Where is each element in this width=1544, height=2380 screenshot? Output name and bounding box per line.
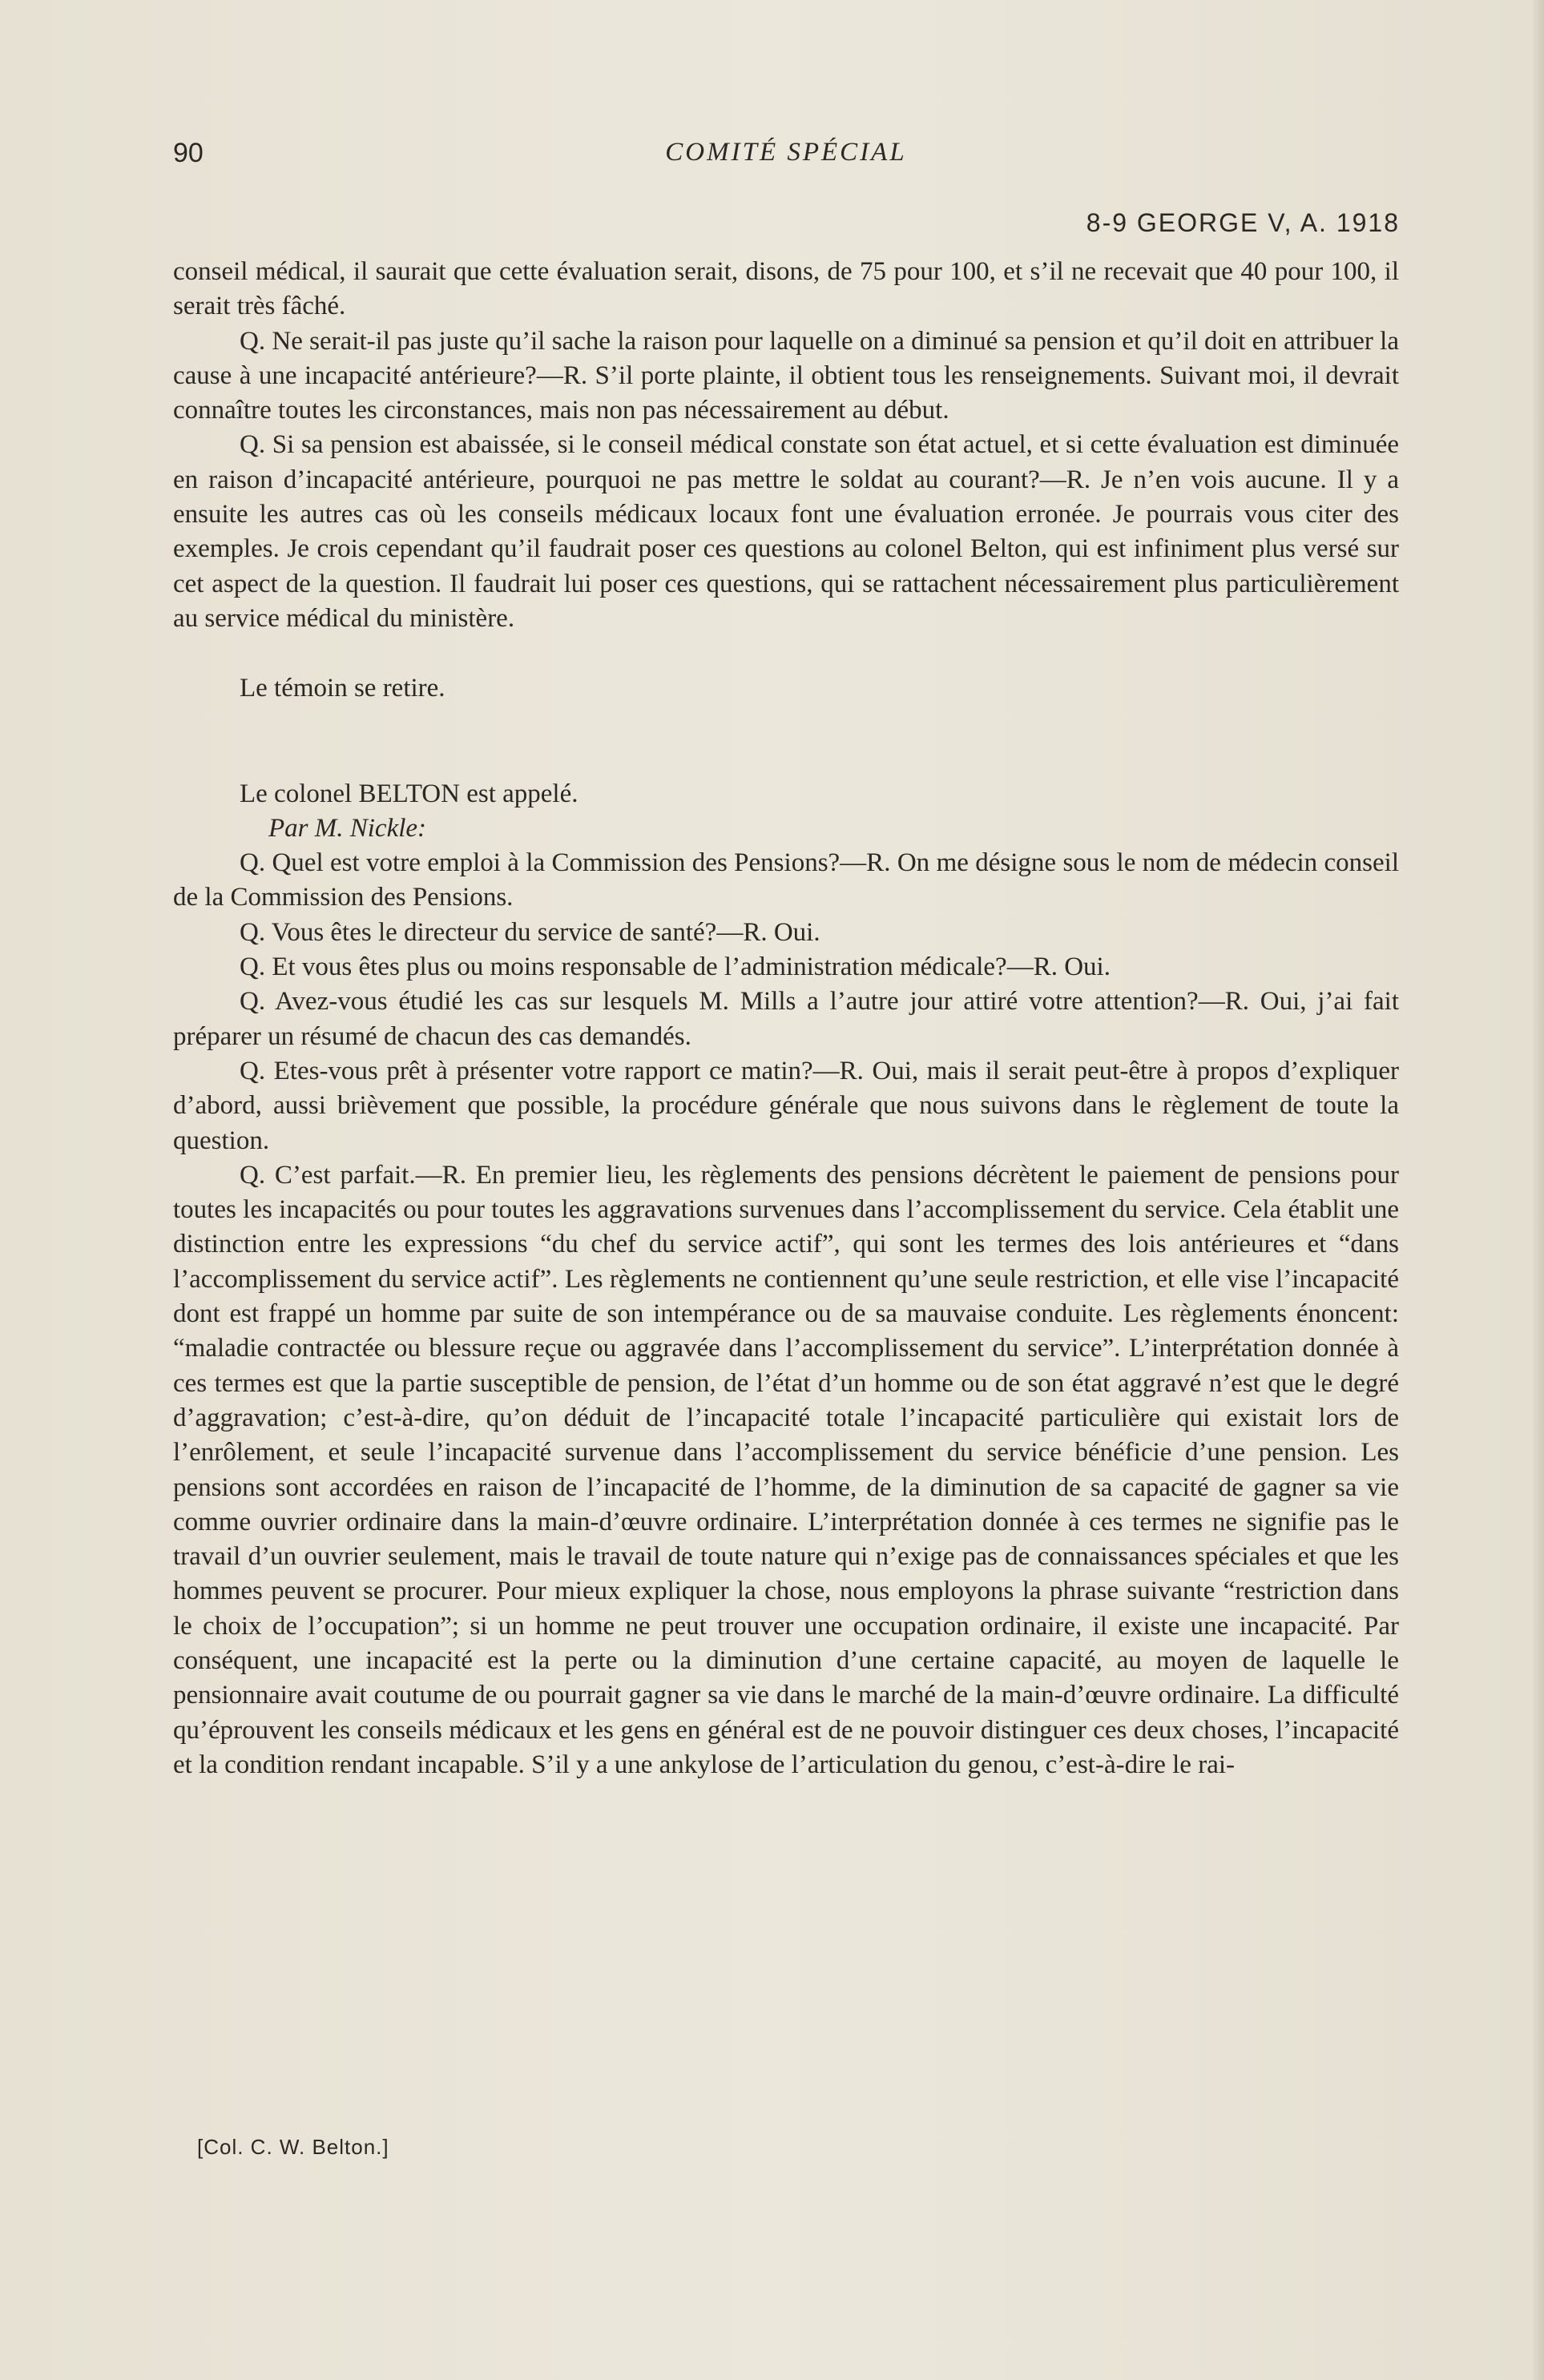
examiner-heading: Par M. Nickle:: [268, 813, 427, 843]
page-number: 90: [173, 138, 204, 168]
paragraph-question: Q. Etes-vous prêt à présenter votre rapport ce matin?—R. Oui, mais il serait peut-être à propos d’expliquer d’abord, aussi brièvement que possible, la procédure générale que nous suivons dans le règlement de toute la question.: [173, 1056, 1399, 1155]
paragraph-question: Q. Et vous êtes plus ou moins responsable de l’administration médicale?—R. Oui.: [240, 952, 1111, 982]
paragraph-question: Q. Quel est votre emploi à la Commission des Pensions?—R. On me désigne sous le nom de médecin conseil de la Commission des Pensions.: [173, 848, 1399, 912]
page-edge: [1533, 0, 1544, 2380]
paragraph-question: Q. Avez-vous étudié les cas sur lesquels M. Mills a l’autre jour attiré votre attention?—R. Oui, j’ai fait préparer un résumé de chacun des cas demandés.: [173, 987, 1399, 1051]
running-title: COMITÉ SPÉCIAL: [665, 138, 907, 167]
body-text: [173, 255, 1399, 1782]
witness-withdraws: Le témoin se retire.: [240, 674, 445, 703]
paragraph-question: Q. Vous êtes le directeur du service de santé?—R. Oui.: [240, 917, 820, 947]
witness-called-prefix: Le colonel: [240, 779, 353, 808]
paragraph-continuation: conseil médical, il saurait que cette évaluation serait, disons, de 75 pour 100, et s’il ne recevait que 40 pour 100, il serait très fâché.: [173, 257, 1399, 321]
speaker-footer: [Col. C. W. Belton.]: [197, 2135, 389, 2159]
paragraph-question: Q. C’est parfait.—R. En premier lieu, les règlements des pensions décrètent le paiement de pensions pour toutes les incapacités ou pour toutes les aggravations survenues dans l’accomplissement du service. Cela établit une distinction entre les expressions “du chef du service actif”, qui sont les termes des lois antérieures et “dans l’accomplissement du service actif”. Les règlements ne contiennent qu’une seule restriction, et elle vise l’incapacité dont est frappé un homme par suite de son intempérance ou de sa mauvaise conduite. Les règlements énoncent: “maladie contractée ou blessure reçue ou aggravée dans l’accomplissement du service”. L’interprétation donnée à ces termes est que la partie susceptible de pension, de l’état d’un homme ou de son état aggravé n’est que le degré d’aggravation; c’est-à-dire, qu’on déduit de l’incapacité totale l’incapacité particulière qui existait lors de l’enrôlement, et seule l’incapacité survenue dans l’accomplissement du service bénéficie d’une pension. Les pensions sont accordées en raison de l’incapacité de l’homme, de la diminution de sa capacité de gagner sa vie comme ouvrier ordinaire dans la main-d’œuvre ordinaire. L’interprétation donnée à ces termes ne signifie pas le travail d’un ouvrier seulement, mais le travail de toute nature qui n’exige pas de connaissances spéciales et que les hommes peuvent se procurer. Pour mieux expliquer la chose, nous employons la phrase suivante “restriction dans le choix de l’occupation”; si un homme ne peut trouver une occupation ordinaire, il existe une incapacité. Par conséquent, une incapacité est la perte ou la diminution d’une certaine capacité, au moyen de laquelle le pensionnaire avait coutume de ou pourrait gagner sa vie dans le marché de la main-d’œuvre ordinaire. La difficulté qu’éprouvent les conseils médicaux et les gens en général est de ne pouvoir distinguer ces deux choses, l’incapacité et la condition rendant incapable. S’il y a une ankylose de l’articulation du genou, c’est-à-dire le rai-: [173, 1160, 1399, 1779]
page-header: [173, 138, 1399, 178]
session-reference: 8-9 GEORGE V, A. 1918: [1086, 208, 1400, 237]
witness-name: BELTON: [358, 779, 460, 808]
witness-called-suffix: est appelé.: [466, 779, 578, 808]
spacer: [173, 707, 1399, 777]
paragraph-question: Q. Si sa pension est abaissée, si le conseil médical constate son état actuel, et si cette évaluation est diminuée en raison d’incapacité antérieure, pourquoi ne pas mettre le soldat au courant?—R. Je n’en vois aucune. Il y a ensuite les autres cas où les conseils médicaux locaux font une évaluation erronée. Je pourrais vous citer des exemples. Je crois cependant qu’il faudrait poser ces questions au colonel Belton, qui est infiniment plus versé sur cet aspect de la question. Il faudrait lui poser ces questions, qui se rattachent nécessairement plus particulièrement au service médical du ministère.: [173, 430, 1399, 633]
paragraph-question: Q. Ne serait-il pas juste qu’il sache la raison pour laquelle on a diminué sa pension et qu’il doit en attribuer la cause à une incapacité antérieure?—R. S’il porte plainte, il obtient tous les renseignements. Suivant moi, il devrait connaître toutes les circonstances, mais non pas nécessairement au début.: [173, 326, 1399, 425]
spacer: [173, 636, 1399, 671]
witness-called: [173, 777, 1399, 811]
